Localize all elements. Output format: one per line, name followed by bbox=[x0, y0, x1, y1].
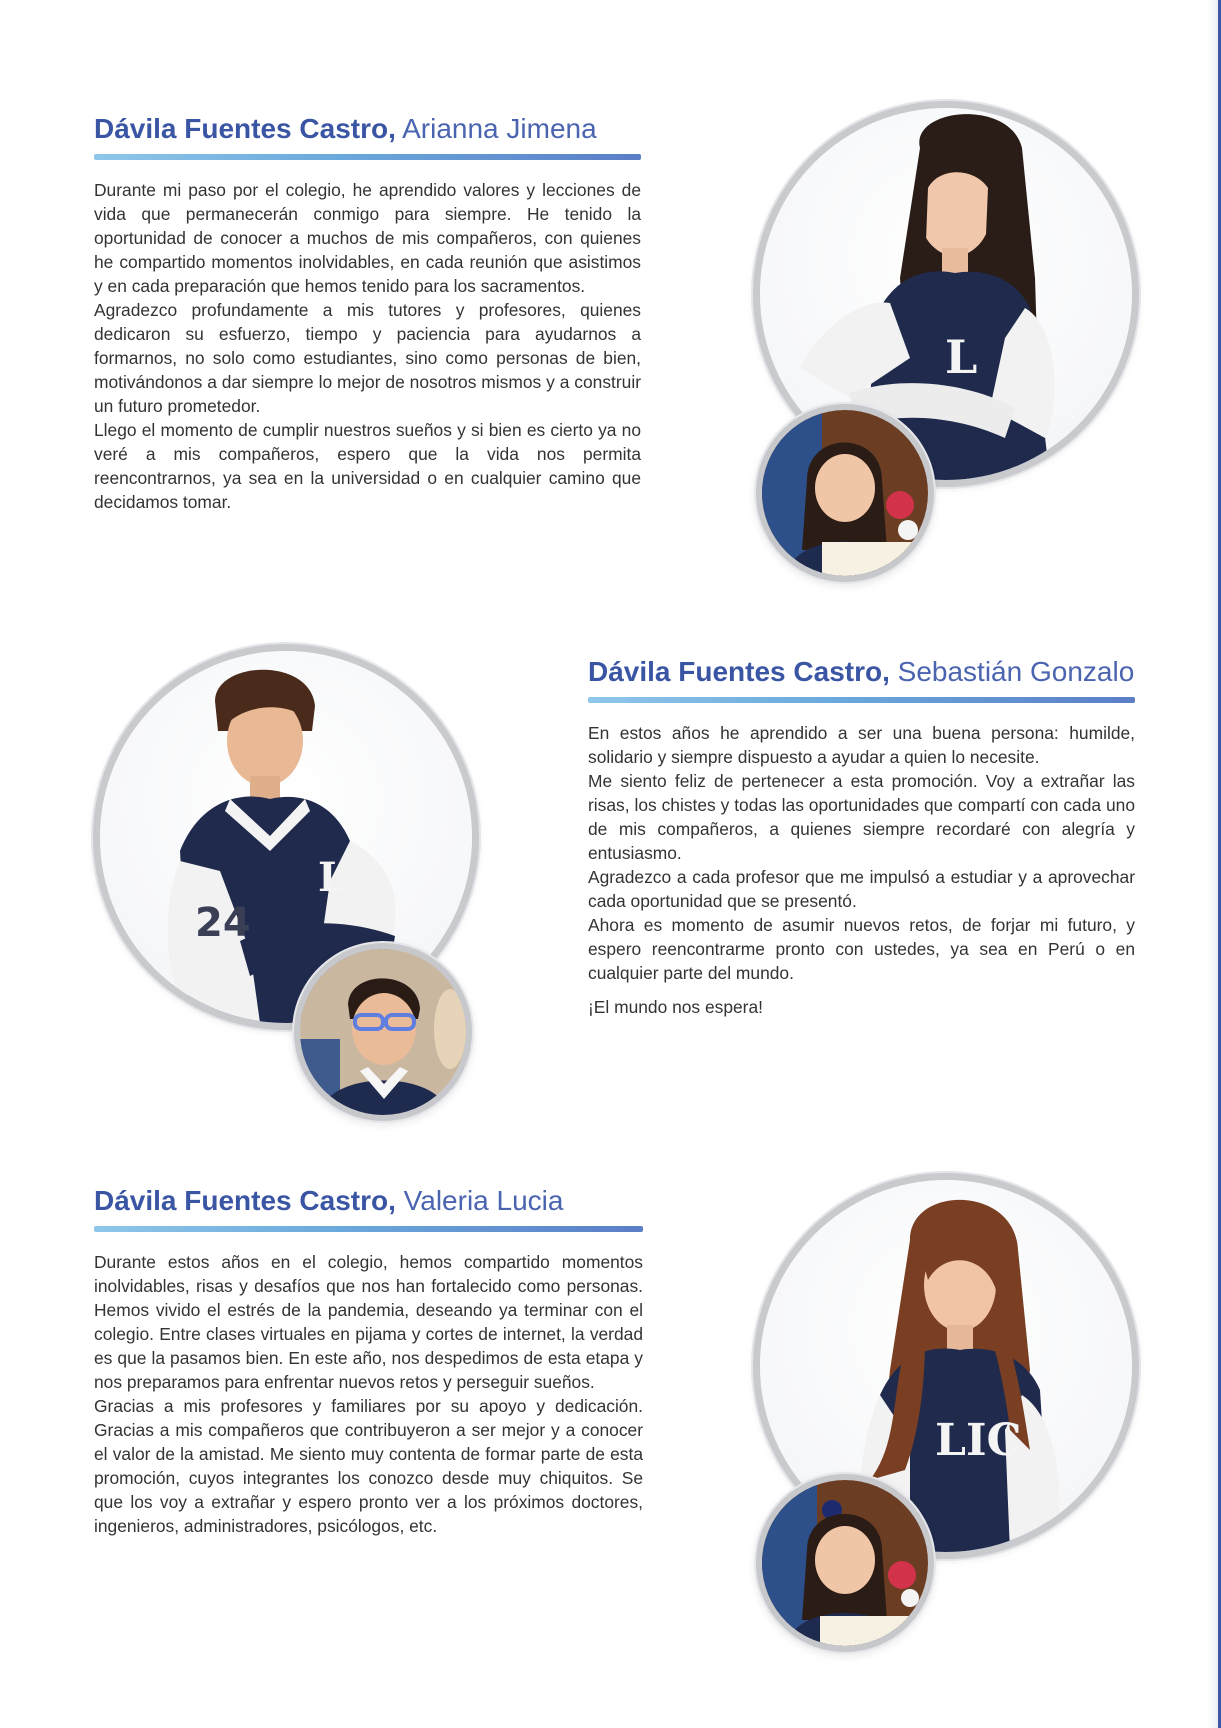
student-given-name: Valeria Lucia bbox=[403, 1185, 564, 1216]
student-surname: Dávila Fuentes Castro, bbox=[94, 113, 396, 144]
jacket-number: 24 bbox=[195, 900, 251, 946]
message-paragraph: Durante mi paso por el colegio, he aprendido valores y lecciones de vida que permanecerán conmigo para siempre. He tenido la oportunidad de conocer a muchos de mis compañeros, con quienes he compartido momentos inolvidables, en cada reunión que asistimos y en cada preparación que hemos tenido para los sacramentos. bbox=[94, 180, 641, 296]
student-message bbox=[94, 1250, 643, 1538]
message-paragraph: Gracias a mis profesores y familiares por su apoyo y dedicación. Gracias a mis compañeros que contribuyeron a ser mejor y a conocer el valor de la amistad. Me siento muy contenta de formar parte de esta promoción, cuyos integrantes los conozco desde muy chiquitos. Se que los voy a extrañar y espero pronto ver a los próximos doctores, ingenieros, administradores, psicólogos, etc. bbox=[94, 1396, 643, 1536]
student-name-heading bbox=[94, 1184, 643, 1218]
title-underline bbox=[94, 1226, 643, 1232]
student-message bbox=[588, 721, 1135, 1019]
message-paragraph: Agradezco profundamente a mis tutores y profesores, quienes dedicaron su esfuerzo, tiempo y paciencia para ayudarnos a formarnos, no solo como estudiantes, sino como personas de bien, motivándonos a dar siempre lo mejor de nosotros mismos y a construir un futuro prometedor. bbox=[94, 300, 641, 416]
student-entry-1 bbox=[94, 112, 641, 514]
student-entry-2 bbox=[588, 655, 1135, 1019]
childhood-portrait bbox=[762, 1480, 928, 1646]
student-given-name: Sebastián Gonzalo bbox=[897, 656, 1135, 687]
page-edge-shadow bbox=[1208, 0, 1218, 1728]
title-underline bbox=[588, 697, 1135, 703]
message-paragraph: En estos años he aprendido a ser una buena persona: humilde, solidario y siempre dispuesto a ayudar a quien lo necesite. bbox=[588, 723, 1135, 767]
student-message bbox=[94, 178, 641, 514]
message-paragraph: Me siento feliz de pertenecer a esta promoción. Voy a extrañar las risas, los chistes y todas las oportunidades que compartí con cada uno de mis compañeros, a quienes siempre recordaré con alegría y entusiasmo. bbox=[588, 771, 1135, 863]
student-surname: Dávila Fuentes Castro, bbox=[94, 1185, 396, 1216]
message-paragraph: Ahora es momento de asumir nuevos retos, de forjar mi futuro, y espero reencontrarme pronto con ustedes, ya sea en Perú o en cualquier parte del mundo. bbox=[588, 915, 1135, 983]
student-name-heading bbox=[588, 655, 1135, 689]
childhood-portrait bbox=[300, 949, 466, 1115]
jacket-letters: L bbox=[945, 330, 978, 384]
student-name-heading bbox=[94, 112, 641, 146]
jacket-letters: LIC bbox=[935, 1415, 1022, 1466]
student-surname: Dávila Fuentes Castro, bbox=[588, 656, 890, 687]
student-given-name: Arianna Jimena bbox=[402, 113, 597, 144]
message-paragraph: Durante estos años en el colegio, hemos compartido momentos inolvidables, risas y desafíos que nos han fortalecido como personas. Hemos vivido el estrés de la pandemia, deseando ya terminar con el colegio. Entre clases virtuales en pijama y cortes de internet, la verdad es que la pasamos bien. En este año, nos despedimos de esta etapa y nos preparamos para enfrentar nuevos retos y perseguir sueños. bbox=[94, 1252, 643, 1392]
student-entry-3 bbox=[94, 1184, 643, 1538]
message-paragraph: Agradezco a cada profesor que me impulsó a estudiar y a aprovechar cada oportunidad que se presentó. bbox=[588, 867, 1135, 911]
message-paragraph: Llego el momento de cumplir nuestros sueños y si bien es cierto ya no veré a mis compañeros, espero que la vida nos permita reencontrarnos, ya sea en la universidad o en cualquier camino que decidamos tomar. bbox=[94, 420, 641, 512]
message-closing-line: ¡El mundo nos espera! bbox=[588, 997, 763, 1017]
jacket-letters: L bbox=[318, 854, 347, 901]
title-underline bbox=[94, 154, 641, 160]
childhood-portrait bbox=[762, 410, 928, 576]
